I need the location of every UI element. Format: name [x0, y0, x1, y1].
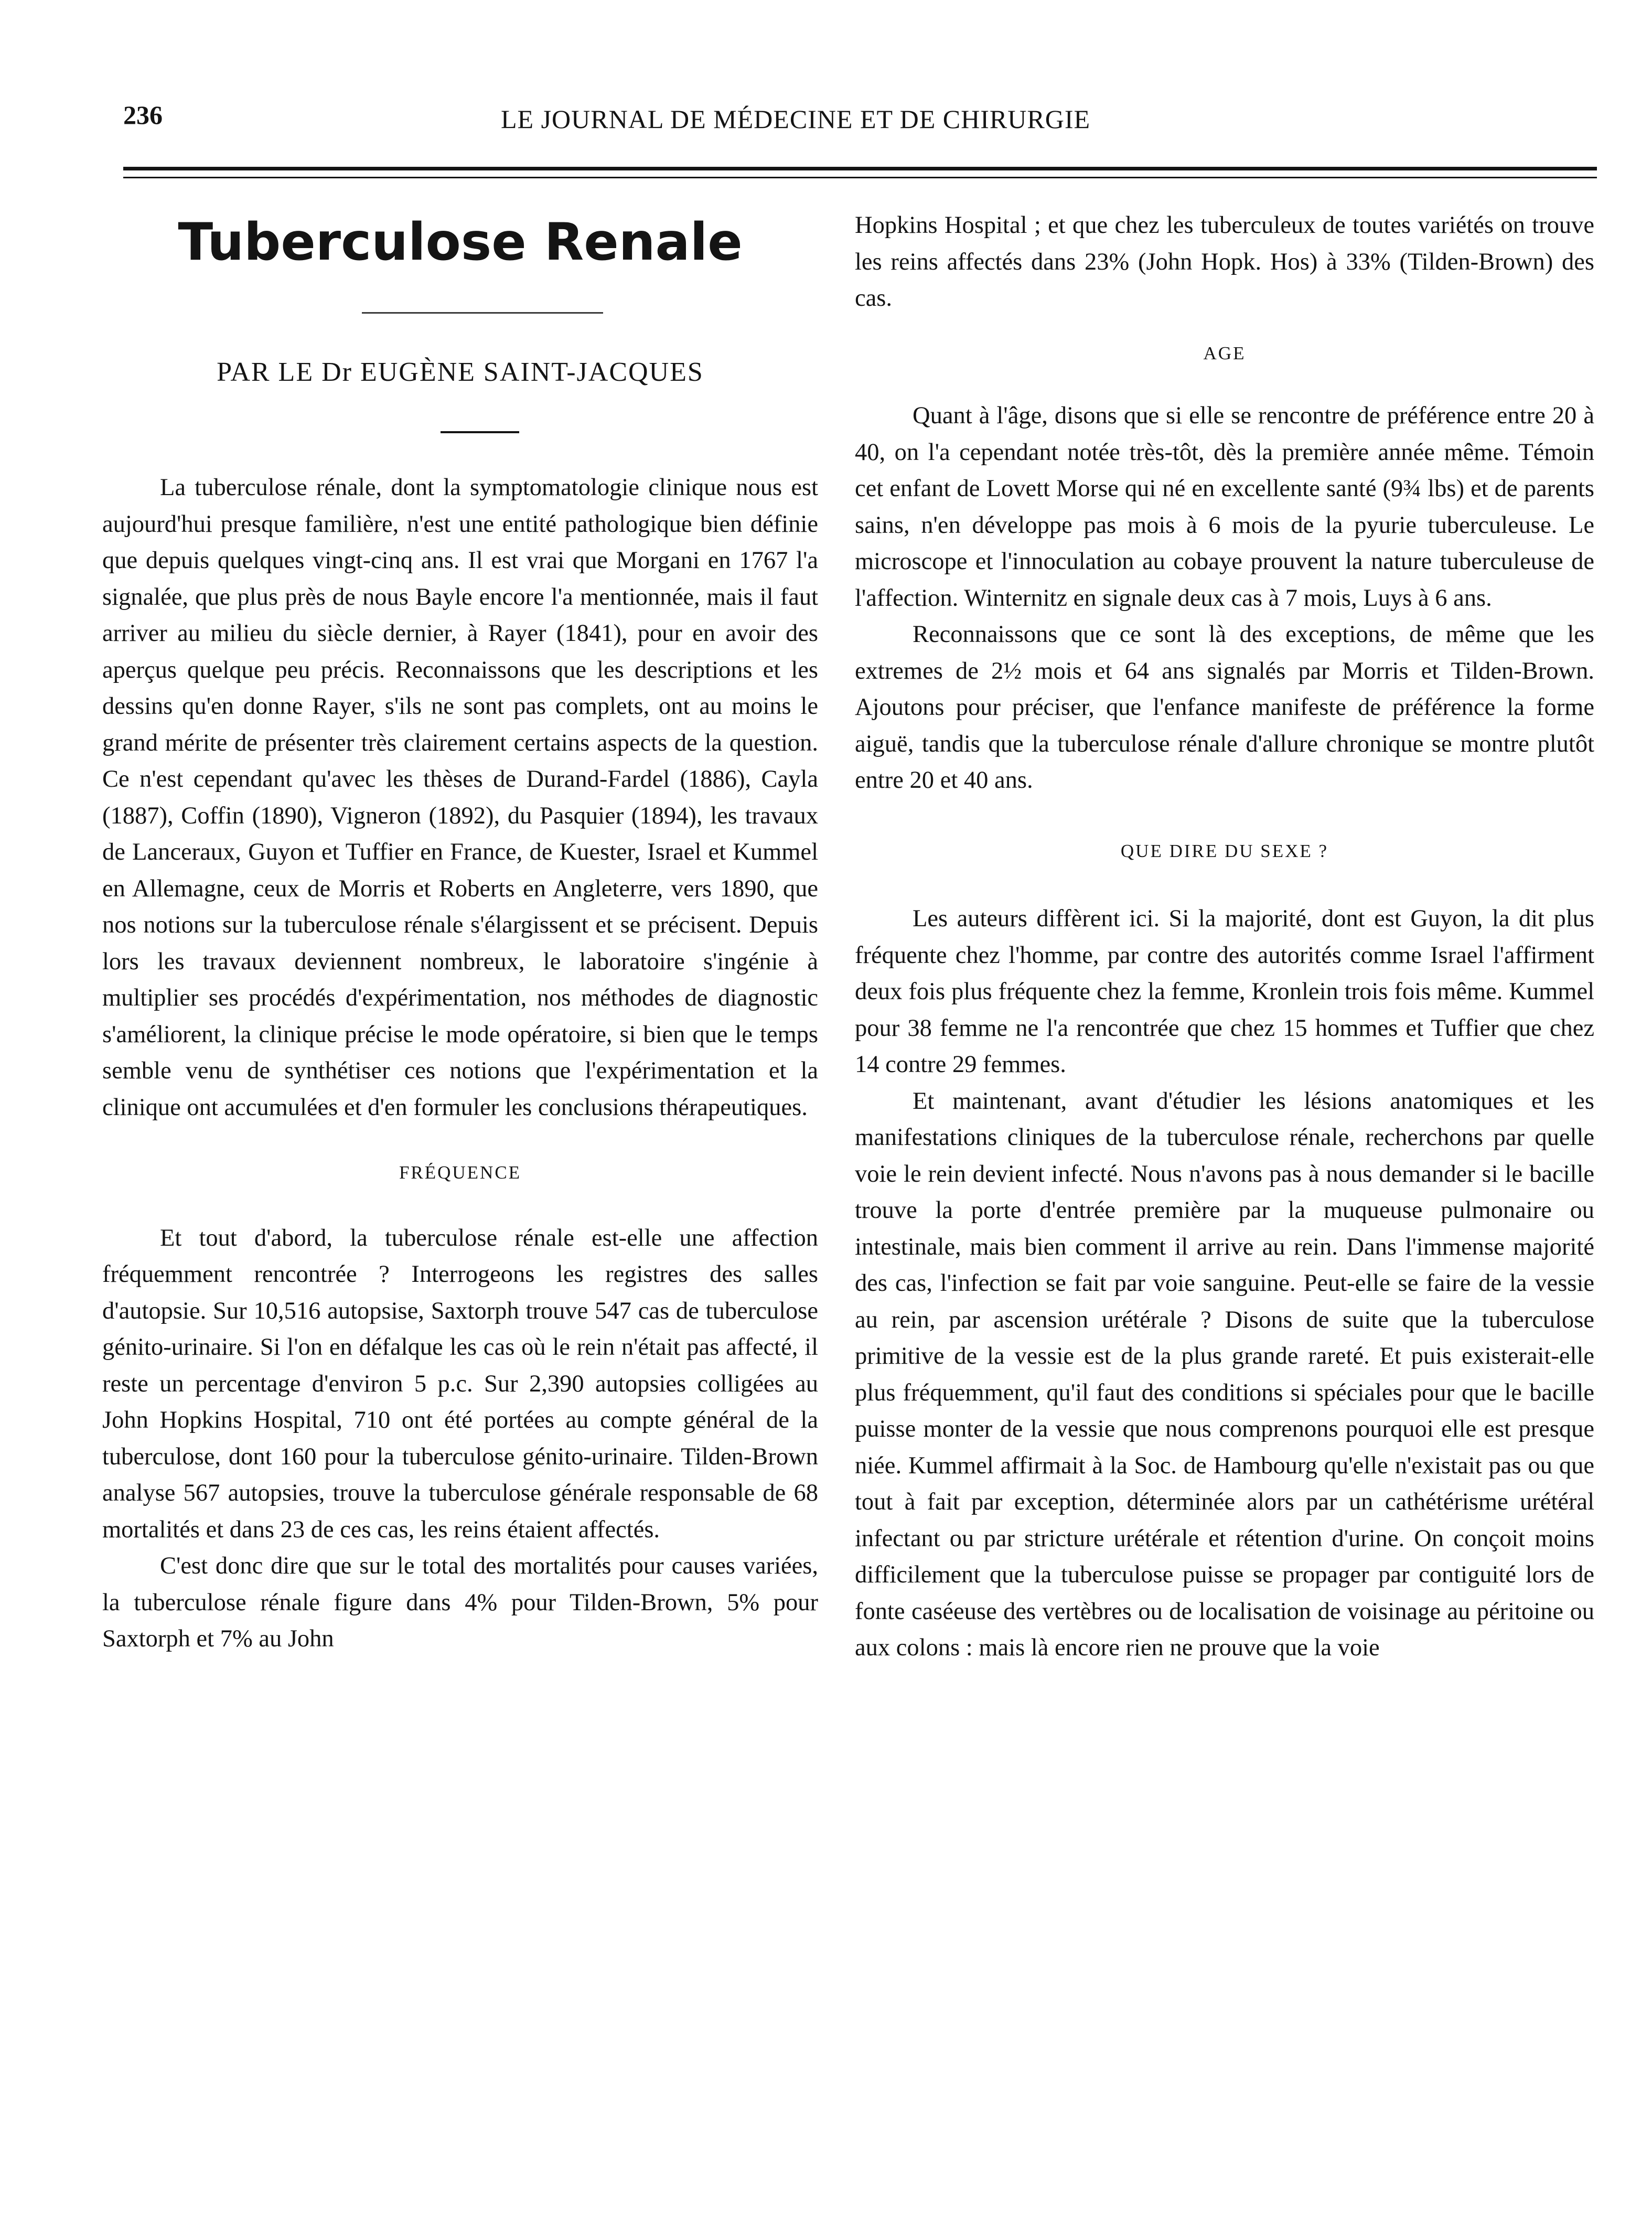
section-heading-frequence: FRÉQUENCE [399, 1162, 522, 1183]
sexe-paragraph-2: Et maintenant, avant d'étudier les lésions anatomiques et les manifestations cliniques de la tuberculose rénale, recherchons par quelle voie le rein devient infecté. Nous n'avons pas à nous demander si le bacille trouve la porte d'entrée première par la muqueuse pulmonaire ou intestinale, mais bien comment il arrive au rein. Dans l'immense majorité des cas, l'infection se fait par voie sanguine. Peut-elle se faire de la vessie au rein, par ascension urétérale ? Disons de suite que la tuberculose primitive de la vessie est de la plus grande rareté. Et puis existerait-elle plus fréquemment, qu'il faut des conditions si spéciales pour que le bacille puisse monter de la vessie que nous comprenons pourquoi elle est presque niée. Kummel affirmait à la Soc. de Hambourg qu'elle n'existait pas ou que tout à fait par exception, déterminée alors par un cathétérisme urétéral infectant ou par stricture urétérale et rétention d'urine. On conçoit moins difficilement que la tuberculose puisse se propager par contiguité lors de fonte caséeuse des vertèbres ou de localisation de voisinage au péritoine ou aux colons : mais là encore rien ne prouve que la voie [855, 1087, 1594, 1661]
byline-divider [441, 431, 519, 433]
left-column [102, 469, 818, 1657]
age-paragraph-1: Quant à l'âge, disons que si elle se rencontre de préférence entre 20 à 40, on l'a cependant notée très-tôt, dès la première année même. Témoin cet enfant de Lovett Morse qui né en excellente santé (9¾ lbs) et de parents sains, n'en développe pas mois à 6 mois de la pyurie tuberculeuse. Le microscope et l'innoculation au cobaye prouvent la nature tuberculeuse de l'affection. Winternitz en signale deux cas à 7 mois, Luys à 6 ans. [855, 402, 1594, 612]
section-heading-sexe: QUE DIRE DU SEXE ? [1120, 840, 1329, 861]
header-rule-thick [123, 167, 1597, 170]
sexe-paragraph-1: Les auteurs diffèrent ici. Si la majorité, dont est Guyon, la dit plus fréquente chez l'homme, par contre des autorités comme Israel l'affirment deux fois plus fréquente chez la femme, Kronlein trois fois même. Kummel pour 38 femme ne l'a rencontrée que chez 15 hommes et Tuffier que chez 14 contre 29 femmes. [855, 905, 1594, 1078]
article-title: Tuberculose Renale [178, 212, 743, 272]
title-divider [362, 312, 603, 314]
byline: PAR LE Dr EUGÈNE SAINT-JACQUES [217, 357, 704, 387]
running-head: LE JOURNAL DE MÉDECINE ET DE CHIRURGIE [501, 104, 1091, 134]
header-rule-thin [123, 177, 1597, 178]
frequence-paragraph-1: Et tout d'abord, la tuberculose rénale est-elle une affection fréquemment rencontrée ? Interrogeons les registres des salles d'autopsie. Sur 10,516 autopsise, Saxtorph trouve 547 cas de tuberculose génito-urinaire. Si l'on en défalque les cas où le rein n'était pas affecté, il reste un percentage d'environ 5 p.c. Sur 2,390 autopsies colligées au John Hopkins Hospital, 710 ont été portées au compte général de la tuberculose, dont 160 pour la tuberculose génito-urinaire. Tilden-Brown analyse 567 autopsies, trouve la tuberculose générale responsable de 68 mortalités et dans 23 de ces cas, les reins étaient affectés. [102, 1224, 818, 1543]
intro-paragraph: La tuberculose rénale, dont la symptomatologie clinique nous est aujourd'hui presque familière, n'est une entité pathologique bien définie que depuis quelques vingt-cinq ans. Il est vrai que Morgani en 1767 l'a signalée, que plus près de nous Bayle encore l'a mentionnée, mais il faut arriver au milieu du siècle dernier, à Rayer (1841), pour en avoir des aperçus quelque peu précis. Reconnaissons que les descriptions et les dessins qu'en donne Rayer, s'ils ne sont pas complets, ont au moins le grand mérite de présenter très clairement certains aspects de la question. Ce n'est cependant qu'avec les thèses de Durand-Fardel (1886), Cayla (1887), Coffin (1890), Vigneron (1892), du Pasquier (1894), les travaux de Lanceraux, Guyon et Tuffier en France, de Kuester, Israel et Kummel en Allemagne, ceux de Morris et Roberts en Angleterre, vers 1890, que nos notions sur la tuberculose rénale s'élargissent et se précisent. Depuis lors les travaux deviennent nombreux, le laboratoire s'ingénie à multiplier ses procédés d'expérimentation, nos méthodes de diagnostic s'améliorent, la clinique précise le mode opératoire, si bien que le temps semble venu de synthétiser ces notions que l'expérimentation et la clinique ont accumulées et d'en formuler les conclusions thérapeutiques. [102, 474, 818, 1121]
page-number: 236 [123, 100, 163, 130]
right-column [855, 207, 1594, 1666]
continued-paragraph: Hopkins Hospital ; et que chez les tuberculeux de toutes variétés on trouve les reins affectés dans 23% (John Hopk. Hos) à 33% (Tilden-Brown) des cas. [855, 212, 1594, 312]
age-paragraph-2: Reconnaissons que ce sont là des exceptions, de même que les extremes de 2½ mois et 64 ans signalés par Morris et Tilden-Brown. Ajoutons pour préciser, que l'enfance manifeste de préférence la forme aiguë, tandis que la tuberculose rénale d'allure chronique se montre plutôt entre 20 et 40 ans. [855, 621, 1594, 794]
section-heading-age: AGE [1203, 342, 1246, 363]
frequence-paragraph-2: C'est donc dire que sur le total des mortalités pour causes variées, la tuberculose rénale figure dans 4% pour Tilden-Brown, 5% pour Saxtorph et 7% au John [102, 1553, 818, 1652]
